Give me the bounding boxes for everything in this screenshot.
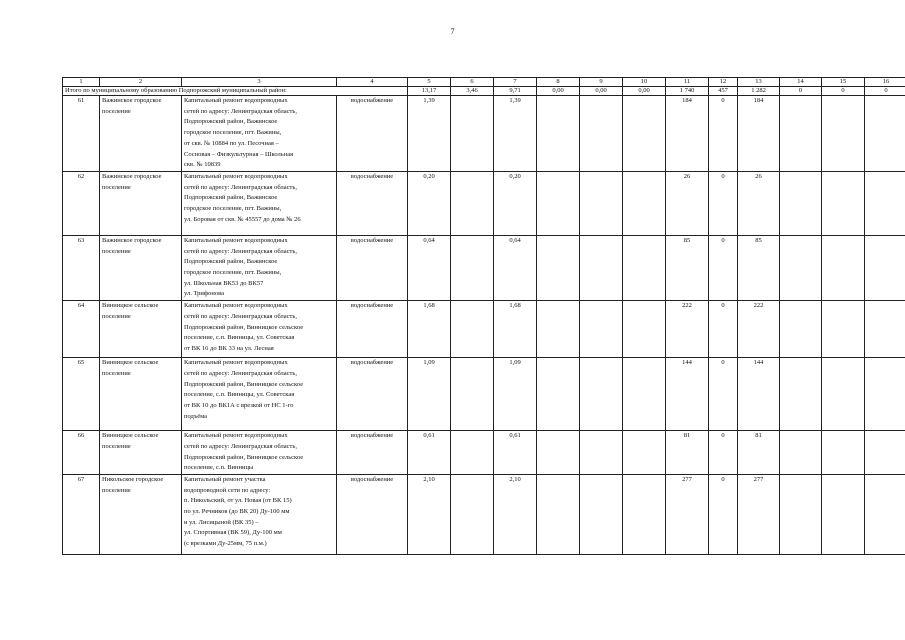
col-6	[451, 235, 494, 300]
table-row	[63, 431, 905, 475]
col-7: 1,39	[494, 96, 537, 172]
col-16	[865, 235, 905, 300]
col-10	[623, 358, 666, 431]
work-description: Капитальный ремонт водопроводных сетей по адресу: Ленинградская область, Подпорожский район, Важинское городское поселение, пгт. Важины, ул. Школьная ВК53 до ВК57 ул. Трифонова	[182, 235, 337, 300]
col-9	[580, 235, 623, 300]
column-number: 14	[780, 78, 822, 87]
col-5: 0,20	[408, 171, 451, 235]
col-13: 81	[738, 431, 780, 475]
col-7: 0,61	[494, 431, 537, 475]
row-number: 66	[63, 431, 100, 475]
col-7: 1,68	[494, 301, 537, 358]
col-14	[780, 301, 822, 358]
column-number-row	[63, 78, 905, 87]
col-16	[865, 431, 905, 475]
col-9	[580, 431, 623, 475]
table-row	[63, 474, 905, 554]
column-number: 6	[451, 78, 494, 87]
page-number: 7	[450, 27, 455, 36]
col-10	[623, 431, 666, 475]
col-8	[537, 301, 580, 358]
work-description: Капитальный ремонт водопроводных сетей по адресу: Ленинградская область, Подпорожский район, Винницкое сельское поселение, с.п. Винницы, ул. Советская от ВК 10 до ВК1А с врезкой от НС 1-го подъёма	[182, 358, 337, 431]
total-value: 13,17	[408, 87, 451, 96]
row-number: 67	[63, 474, 100, 554]
column-number: 8	[537, 78, 580, 87]
column-number: 1	[63, 78, 100, 87]
col-5: 1,68	[408, 301, 451, 358]
total-label: Итого по муниципальному образованию Подпорожский муниципальный район:	[63, 87, 408, 96]
col-12: 0	[709, 171, 738, 235]
col-14	[780, 474, 822, 554]
settlement-name: Винницкое сельское поселение	[100, 301, 182, 358]
settlement-name: Важинское городское поселение	[100, 171, 182, 235]
col-14	[780, 171, 822, 235]
column-number: 2	[100, 78, 182, 87]
col-16	[865, 96, 905, 172]
total-value: 0,00	[537, 87, 580, 96]
col-6	[451, 474, 494, 554]
col-15	[822, 474, 865, 554]
table-row	[63, 96, 905, 172]
row-number: 63	[63, 235, 100, 300]
column-number: 4	[337, 78, 408, 87]
col-5: 1,39	[408, 96, 451, 172]
utility-type: водоснабжение	[337, 171, 408, 235]
col-13: 184	[738, 96, 780, 172]
col-6	[451, 171, 494, 235]
total-value: 0,00	[623, 87, 666, 96]
settlement-name: Винницкое сельское поселение	[100, 358, 182, 431]
row-number: 65	[63, 358, 100, 431]
col-16	[865, 358, 905, 431]
col-10	[623, 171, 666, 235]
col-9	[580, 301, 623, 358]
utility-type: водоснабжение	[337, 301, 408, 358]
col-5: 2,10	[408, 474, 451, 554]
col-6	[451, 96, 494, 172]
total-value: 1 740	[666, 87, 709, 96]
table-row	[63, 235, 905, 300]
row-number: 62	[63, 171, 100, 235]
column-number: 16	[865, 78, 905, 87]
utility-type: водоснабжение	[337, 474, 408, 554]
col-12: 0	[709, 301, 738, 358]
col-7: 0,20	[494, 171, 537, 235]
work-description: Капитальный ремонт водопроводных сетей по адресу: Ленинградская область, Подпорожский район, Важинское городское поселение, пгт. Важины, ул. Боровая от скв. № 45557 до дома № 26	[182, 171, 337, 235]
column-number: 7	[494, 78, 537, 87]
col-14	[780, 235, 822, 300]
col-8	[537, 235, 580, 300]
column-number: 15	[822, 78, 865, 87]
col-13: 222	[738, 301, 780, 358]
col-12: 0	[709, 474, 738, 554]
col-6	[451, 358, 494, 431]
settlement-name: Винницкое сельское поселение	[100, 431, 182, 475]
column-number: 5	[408, 78, 451, 87]
col-8	[537, 96, 580, 172]
col-12: 0	[709, 96, 738, 172]
col-11: 85	[666, 235, 709, 300]
settlement-name: Важинское городское поселение	[100, 96, 182, 172]
col-11: 144	[666, 358, 709, 431]
col-13: 85	[738, 235, 780, 300]
col-13: 26	[738, 171, 780, 235]
col-15	[822, 358, 865, 431]
col-11: 184	[666, 96, 709, 172]
col-10	[623, 235, 666, 300]
investment-table	[62, 77, 905, 555]
col-14	[780, 431, 822, 475]
total-value: 0	[865, 87, 905, 96]
col-10	[623, 96, 666, 172]
col-11: 26	[666, 171, 709, 235]
utility-type: водоснабжение	[337, 358, 408, 431]
utility-type: водоснабжение	[337, 96, 408, 172]
col-15	[822, 235, 865, 300]
col-11: 81	[666, 431, 709, 475]
col-16	[865, 301, 905, 358]
col-15	[822, 301, 865, 358]
utility-type: водоснабжение	[337, 235, 408, 300]
col-13: 144	[738, 358, 780, 431]
row-number: 61	[63, 96, 100, 172]
total-value: 0,00	[580, 87, 623, 96]
col-13: 277	[738, 474, 780, 554]
col-8	[537, 474, 580, 554]
col-15	[822, 171, 865, 235]
work-description: Капитальный ремонт водопроводных сетей по адресу: Ленинградская область, Подпорожский район, Винницкое сельское поселение, с.п. Винницы, ул. Советская от ВК 16 до ВК 33 на ул. Лесная	[182, 301, 337, 358]
total-value: 9,71	[494, 87, 537, 96]
col-14	[780, 96, 822, 172]
total-value: 1 282	[738, 87, 780, 96]
col-9	[580, 171, 623, 235]
table-row	[63, 358, 905, 431]
utility-type: водоснабжение	[337, 431, 408, 475]
col-16	[865, 474, 905, 554]
column-number: 13	[738, 78, 780, 87]
total-row	[63, 87, 905, 96]
col-6	[451, 431, 494, 475]
settlement-name: Важинское городское поселение	[100, 235, 182, 300]
col-12: 0	[709, 235, 738, 300]
col-9	[580, 474, 623, 554]
col-5: 0,61	[408, 431, 451, 475]
col-16	[865, 171, 905, 235]
col-11: 222	[666, 301, 709, 358]
work-description: Капитальный ремонт участка водопроводной сети по адресу: п. Никольский, от ул. Новая (от ВК 15) по ул. Речников (до ВК 20) Ду-100 мм и ул. Лисицыной (ВК 35) – ул. Спортивная (ВК 59), Ду-100 мм (с врезками Ду-25мм, 75 п.м.)	[182, 474, 337, 554]
total-value: 457	[709, 87, 738, 96]
column-number: 11	[666, 78, 709, 87]
col-7: 1,09	[494, 358, 537, 431]
col-11: 277	[666, 474, 709, 554]
table-row	[63, 301, 905, 358]
column-number: 3	[182, 78, 337, 87]
col-14	[780, 358, 822, 431]
col-5: 1,09	[408, 358, 451, 431]
col-7: 0,64	[494, 235, 537, 300]
col-5: 0,64	[408, 235, 451, 300]
col-15	[822, 96, 865, 172]
col-7: 2,10	[494, 474, 537, 554]
col-8	[537, 358, 580, 431]
column-number: 12	[709, 78, 738, 87]
col-15	[822, 431, 865, 475]
col-12: 0	[709, 358, 738, 431]
col-10	[623, 474, 666, 554]
col-8	[537, 431, 580, 475]
column-number: 9	[580, 78, 623, 87]
total-value: 0	[780, 87, 822, 96]
col-8	[537, 171, 580, 235]
col-6	[451, 301, 494, 358]
table-row	[63, 171, 905, 235]
col-12: 0	[709, 431, 738, 475]
total-value: 3,46	[451, 87, 494, 96]
work-description: Капитальный ремонт водопроводных сетей по адресу: Ленинградская область, Подпорожский район, Винницкое сельское поселение, с.п. Винницы	[182, 431, 337, 475]
col-10	[623, 301, 666, 358]
row-number: 64	[63, 301, 100, 358]
total-value: 0	[822, 87, 865, 96]
col-9	[580, 96, 623, 172]
col-9	[580, 358, 623, 431]
settlement-name: Никольское городское поселение	[100, 474, 182, 554]
work-description: Капитальный ремонт водопроводных сетей по адресу: Ленинградская область, Подпорожский район, Важинское городское поселение, пгт. Важины, от скв. № 10884 по ул. Песочная – Сосновая – Физкультурная – Школьная скв. № 10839	[182, 96, 337, 172]
column-number: 10	[623, 78, 666, 87]
